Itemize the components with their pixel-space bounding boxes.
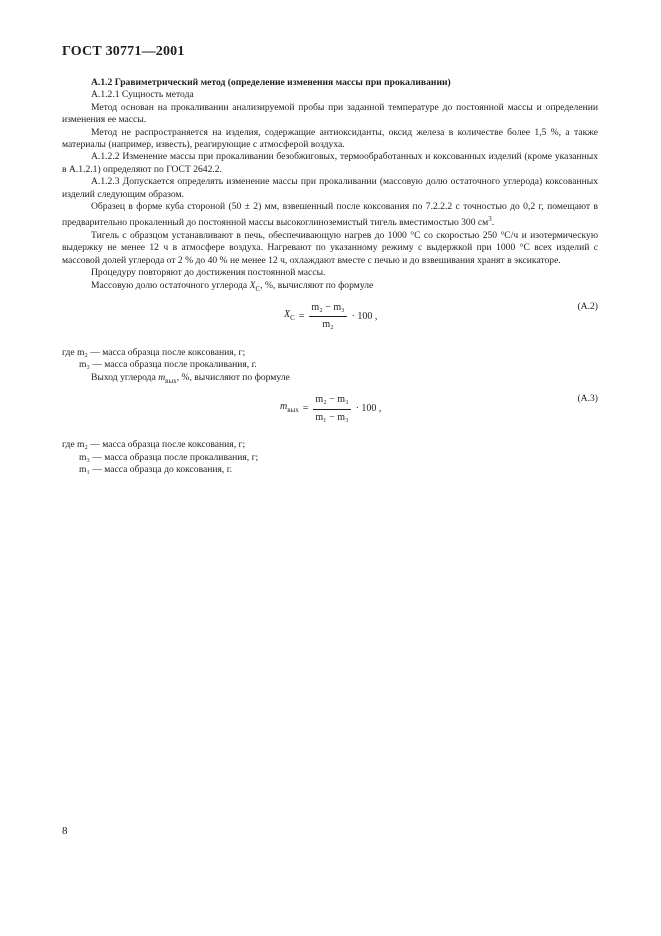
- document-body: [62, 77, 598, 476]
- paragraph-5: Образец в форме куба стороной (50 ± 2) мм, взвешенный после коксования по 7.2.2.2 с точностью до 0,2 г, помещают в предварительно прокаленный до постоянной массы высокоглиноземистый тигель вместимостью 300 $см^3$.: [62, 201, 598, 229]
- paragraph-9: Выход углерода $m_{вых}$, %, вычисляют по формуле: [91, 371, 290, 385]
- page-number: 8: [62, 825, 68, 837]
- paragraph-8: Массовую долю остаточного углерода $X_C$, %, вычисляют по формуле: [91, 279, 374, 293]
- where2-line-2: m₃ — масса образца после прокаливания, г;: [79, 451, 259, 463]
- section-a121: А.1.2.1 Сущность метода: [91, 89, 194, 101]
- formula-a2-fraction: $\frac{\text{m₂ − m₃}}{\text{m₂}}$: [311, 302, 345, 331]
- formula-a2: [62, 301, 598, 347]
- paragraph-2: Метод не распространяется на изделия, содержащие антиоксиданты, оксид железа в количестве более 1,5 %, а также материалы (например, известь), реагирующие с атмосферой воздуха.: [62, 126, 598, 151]
- where2-line-3: m₁ — масса образца до коксования, г.: [79, 463, 232, 475]
- paragraph-3: А.1.2.2 Изменение массы при прокаливании безобжиговых, термообработанных и коксованных изделий (кроме указанных в А.1.2.1) определяют по ГОСТ 2642.2.: [62, 151, 598, 175]
- formula-a3: [62, 393, 598, 439]
- document-header: ГОСТ 30771—2001: [62, 44, 185, 59]
- formula-a2-number: (А.2): [577, 301, 598, 312]
- paragraph-7: Процедуру повторяют до достижения постоянной массы.: [91, 267, 326, 279]
- paragraph-6: Тигель с образцом устанавливают в печь, обеспечивающую нагрев до 1000 °С со скоростью 250 °С/ч и изотермическую выдержку не менее 12 ч в атмосфере воздуха. Нагревают по указанному режиму с выдержкой при 1000 °С всех изделий с массовой долей углерода от 2 % до 40 % не менее 12 ч, охлаждают вместе с печью и до взвешивания хранят в эксикаторе.: [62, 230, 598, 266]
- where1-line-1: где m₂ — масса образца после коксования, г;: [62, 347, 246, 358]
- formula-a3-expression: $m_{вых}$ = $\frac{\text{m₂ − m₃}}{\text{m₁ − m₃}}$ · 100 ,: [280, 394, 382, 423]
- formula-a3-fraction: $\frac{\text{m₂ − m₃}}{\text{m₁ − m₃}}$: [315, 394, 349, 423]
- paragraph-1: Метод основан на прокаливании анализируемой пробы при заданной температуре до постоянной массы и определении изменения ее массы.: [62, 101, 598, 126]
- formula-a3-number: (А.3): [577, 393, 598, 405]
- section-heading-a12: А.1.2 Гравиметрический метод (определение изменения массы при прокаливании): [91, 77, 451, 88]
- where1-line-2: m₃ — масса образца после прокаливания, г.: [79, 359, 257, 371]
- formula-a2-expression: $X_C$ = $\frac{\text{m₂ − m₃}}{\text{m₂}}$ · 100 ,: [284, 302, 378, 331]
- where2-line-1: где m₂ — масса образца после коксования, г;: [62, 439, 246, 451]
- paragraph-4: А.1.2.3 Допускается определять изменение массы при прокаливании (массовую долю остаточного углерода) коксованных изделий следующим образом.: [62, 176, 598, 200]
